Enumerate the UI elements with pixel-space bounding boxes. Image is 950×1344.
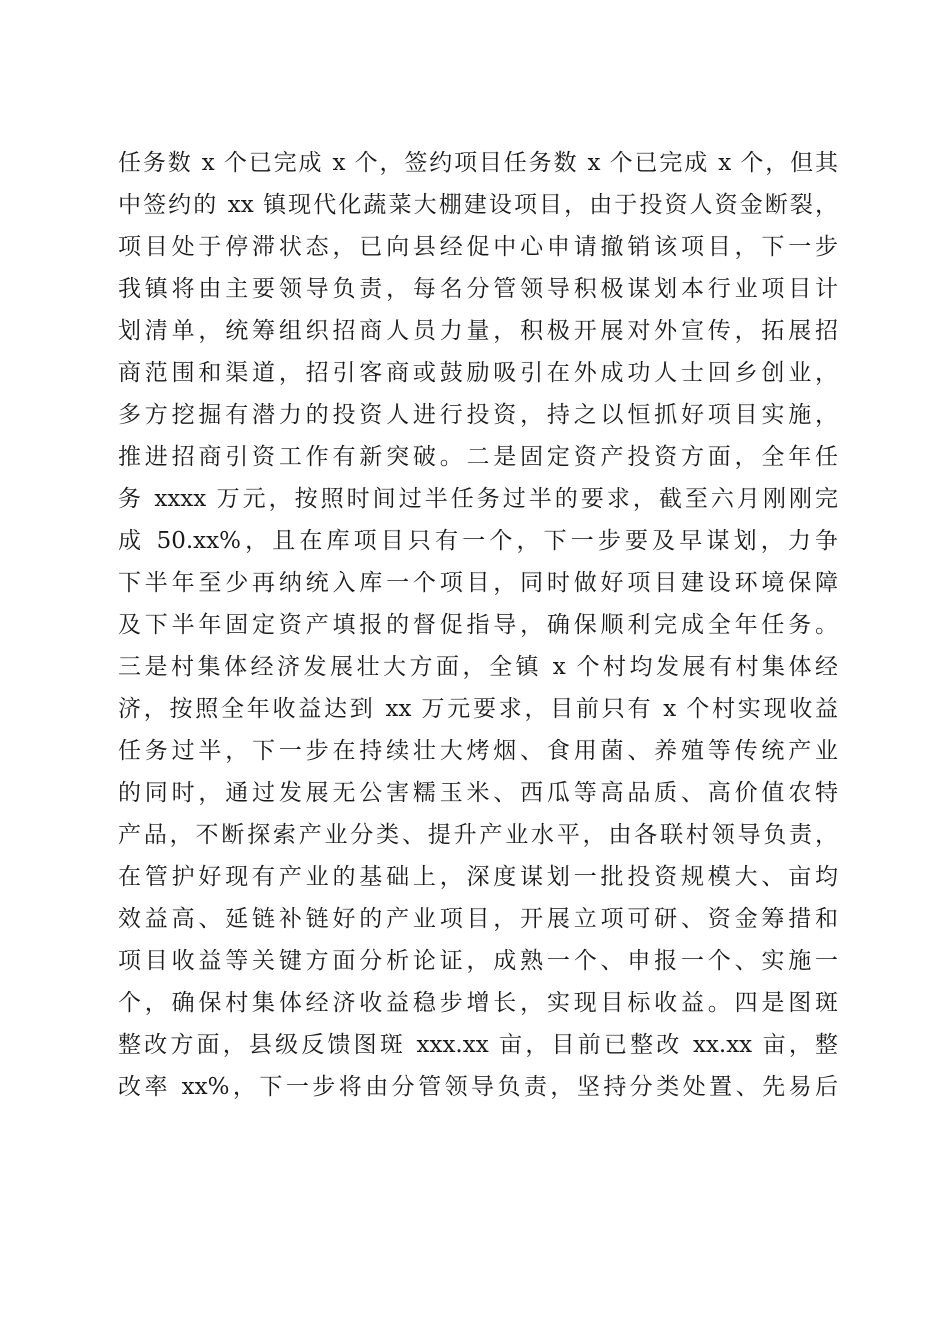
text-line: 推进招商引资工作有新突破。二是固定资产投资方面，全年任 bbox=[118, 444, 838, 470]
text-line: 多方挖掘有潜力的投资人进行投资，持之以恒抓好项目实施， bbox=[118, 402, 838, 428]
text-line: 我镇将由主要领导负责，每名分管领导积极谋划本行业项目计 bbox=[118, 276, 838, 302]
text-line: 成 50.xx%，且在库项目只有一个，下一步要及早谋划，力争 bbox=[118, 528, 838, 554]
text-line: 济，按照全年收益达到 xx 万元要求，目前只有 x 个村实现收益 bbox=[118, 696, 838, 722]
text-line: 项目处于停滞状态，已向县经促中心申请撤销该项目，下一步 bbox=[118, 234, 838, 260]
text-line: 任务数 x 个已完成 x 个，签约项目任务数 x 个已完成 x 个，但其 bbox=[118, 150, 838, 176]
text-line: 个，确保村集体经济收益稳步增长，实现目标收益。四是图斑 bbox=[118, 990, 838, 1016]
text-line: 项目收益等关键方面分析论证，成熟一个、申报一个、实施一 bbox=[118, 948, 838, 974]
text-line: 三是村集体经济发展壮大方面，全镇 x 个村均发展有村集体经 bbox=[118, 654, 838, 680]
text-line: 产品，不断探索产业分类、提升产业水平，由各联村领导负责， bbox=[118, 822, 838, 848]
text-line: 改率 xx%，下一步将由分管领导负责，坚持分类处置、先易后 bbox=[118, 1074, 838, 1100]
text-line: 商范围和渠道，招引客商或鼓励吸引在外成功人士回乡创业， bbox=[118, 360, 838, 386]
text-line: 及下半年固定资产填报的督促指导，确保顺利完成全年任务。 bbox=[118, 612, 838, 638]
text-line: 任务过半，下一步在持续壮大烤烟、食用菌、养殖等传统产业 bbox=[118, 738, 838, 764]
body-paragraph bbox=[118, 142, 838, 1108]
text-line: 在管护好现有产业的基础上，深度谋划一批投资规模大、亩均 bbox=[118, 864, 838, 890]
text-line: 务 xxxx 万元，按照时间过半任务过半的要求，截至六月刚刚完 bbox=[118, 486, 838, 512]
text-line: 中签约的 xx 镇现代化蔬菜大棚建设项目，由于投资人资金断裂， bbox=[118, 192, 838, 218]
text-line: 下半年至少再纳统入库一个项目，同时做好项目建设环境保障 bbox=[118, 570, 838, 596]
text-line: 划清单，统筹组织招商人员力量，积极开展对外宣传，拓展招 bbox=[118, 318, 838, 344]
text-line: 的同时，通过发展无公害糯玉米、西瓜等高品质、高价值农特 bbox=[118, 780, 838, 806]
text-line: 效益高、延链补链好的产业项目，开展立项可研、资金筹措和 bbox=[118, 906, 838, 932]
text-line: 整改方面，县级反馈图斑 xxx.xx 亩，目前已整改 xx.xx 亩，整 bbox=[118, 1032, 838, 1058]
